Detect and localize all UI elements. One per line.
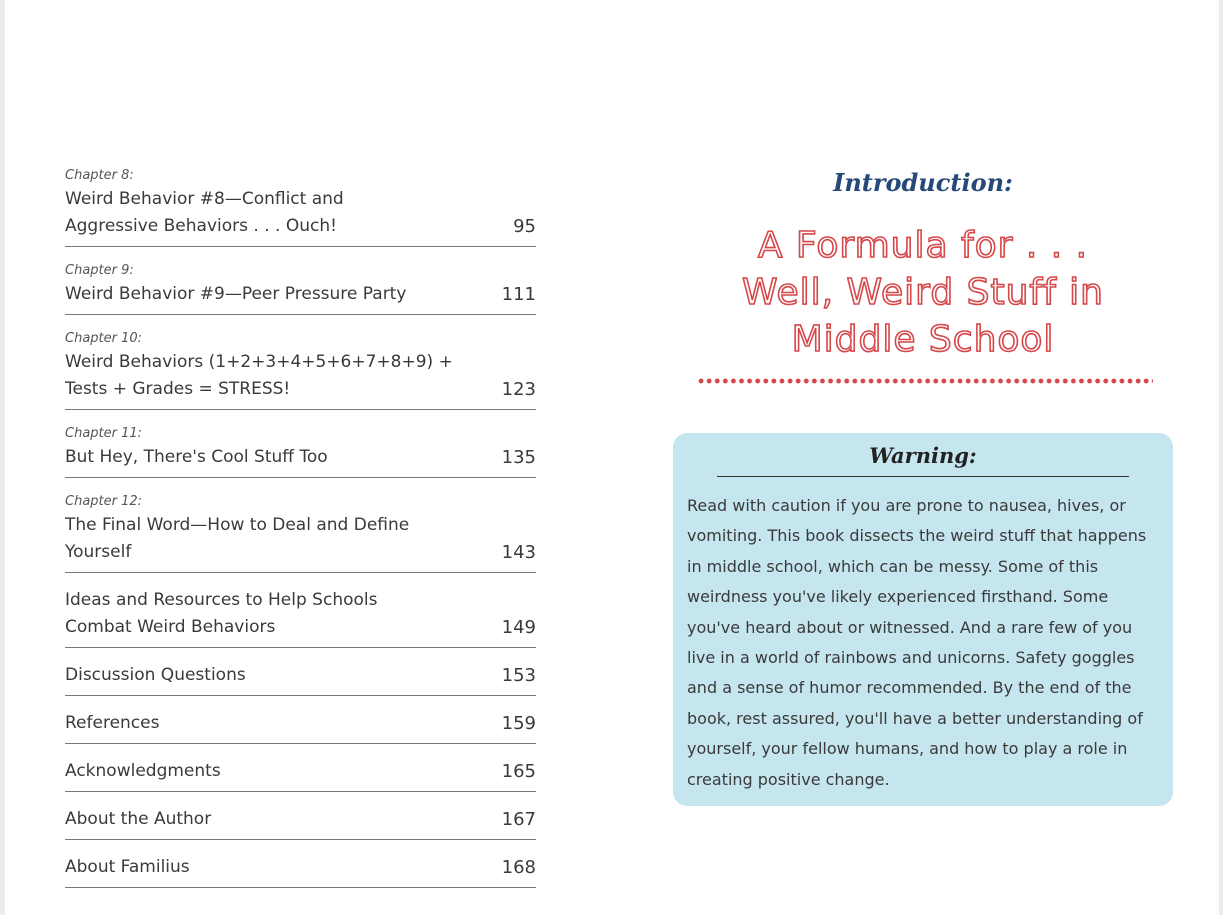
book-spread xyxy=(5,0,1219,915)
toc-entry-title: About the Author xyxy=(65,809,212,829)
warning-box xyxy=(673,433,1173,806)
toc-page-number: 149 xyxy=(501,617,536,638)
toc-entry-title: The Final Word—How to Deal and Define Yourself xyxy=(65,515,410,562)
toc-entry-title: Discussion Questions xyxy=(65,665,246,685)
toc-entry-title: Weird Behaviors (1+2+3+4+5+6+7+8+9) + Tests + Grades = STRESS! xyxy=(65,352,453,399)
dotted-divider xyxy=(697,378,1153,384)
toc-page-number: 153 xyxy=(501,665,536,686)
toc-page-number: 123 xyxy=(501,379,536,400)
toc-entry-title: About Familius xyxy=(65,857,190,877)
toc-entry-title: But Hey, There's Cool Stuff Too xyxy=(65,447,328,467)
toc-page-number: 95 xyxy=(513,216,536,237)
toc-entry-chapter-8[interactable] xyxy=(65,160,536,247)
introduction-label: Introduction: xyxy=(833,168,1013,197)
toc-page-number: 165 xyxy=(501,761,536,782)
toc-entry-acknowledgments[interactable] xyxy=(65,752,536,792)
toc-entry-title: Weird Behavior #8—Conflict and Aggressive Behaviors . . . Ouch! xyxy=(65,189,344,236)
toc-entry-chapter-12[interactable] xyxy=(65,486,536,573)
introduction-title: A Formula for . . . Well, Weird Stuff in Middle School xyxy=(741,225,1105,360)
toc-chapter-label: Chapter 10: xyxy=(65,331,143,346)
toc-page-number: 143 xyxy=(501,542,536,563)
toc-entry-about-familius[interactable] xyxy=(65,848,536,888)
toc-page-number: 135 xyxy=(501,447,536,468)
toc-chapter-label: Chapter 9: xyxy=(65,263,134,278)
toc-entry-references[interactable] xyxy=(65,704,536,744)
toc-entry-title: Acknowledgments xyxy=(65,761,221,781)
toc-chapter-label: Chapter 8: xyxy=(65,168,134,183)
toc-entry-chapter-9[interactable] xyxy=(65,255,536,315)
toc-page-number: 168 xyxy=(501,857,536,878)
toc-page-number: 167 xyxy=(501,809,536,830)
toc-entry-chapter-11[interactable] xyxy=(65,418,536,478)
toc-entry-title: References xyxy=(65,713,160,733)
toc-chapter-label: Chapter 12: xyxy=(65,494,143,509)
table-of-contents xyxy=(65,160,536,896)
toc-entry-ideas-and-resources[interactable] xyxy=(65,581,536,648)
toc-page-number: 159 xyxy=(501,713,536,734)
toc-entry-discussion-questions[interactable] xyxy=(65,656,536,696)
toc-page-number: 111 xyxy=(501,284,536,305)
toc-entry-about-the-author[interactable] xyxy=(65,800,536,840)
warning-heading: Warning: xyxy=(717,443,1129,477)
toc-entry-title: Ideas and Resources to Help Schools Combat Weird Behaviors xyxy=(65,590,378,637)
toc-entry-title: Weird Behavior #9—Peer Pressure Party xyxy=(65,284,407,304)
warning-body-text: Read with caution if you are prone to nausea, hives, or vomiting. This book dissects the weird stuff that happens in middle school, which can be messy. Some of this weirdness you've likely experienced firsthand. Some you've heard about or witnessed. And a rare few of you live in a world of rainbows and unicorns. Safety goggles and a sense of humor recommended. By the end of the book, rest assured, you'll have a better understanding of yourself, your fellow humans, and how to play a role in creating positive change. xyxy=(687,496,1147,789)
toc-chapter-label: Chapter 11: xyxy=(65,426,143,441)
toc-entry-chapter-10[interactable] xyxy=(65,323,536,410)
